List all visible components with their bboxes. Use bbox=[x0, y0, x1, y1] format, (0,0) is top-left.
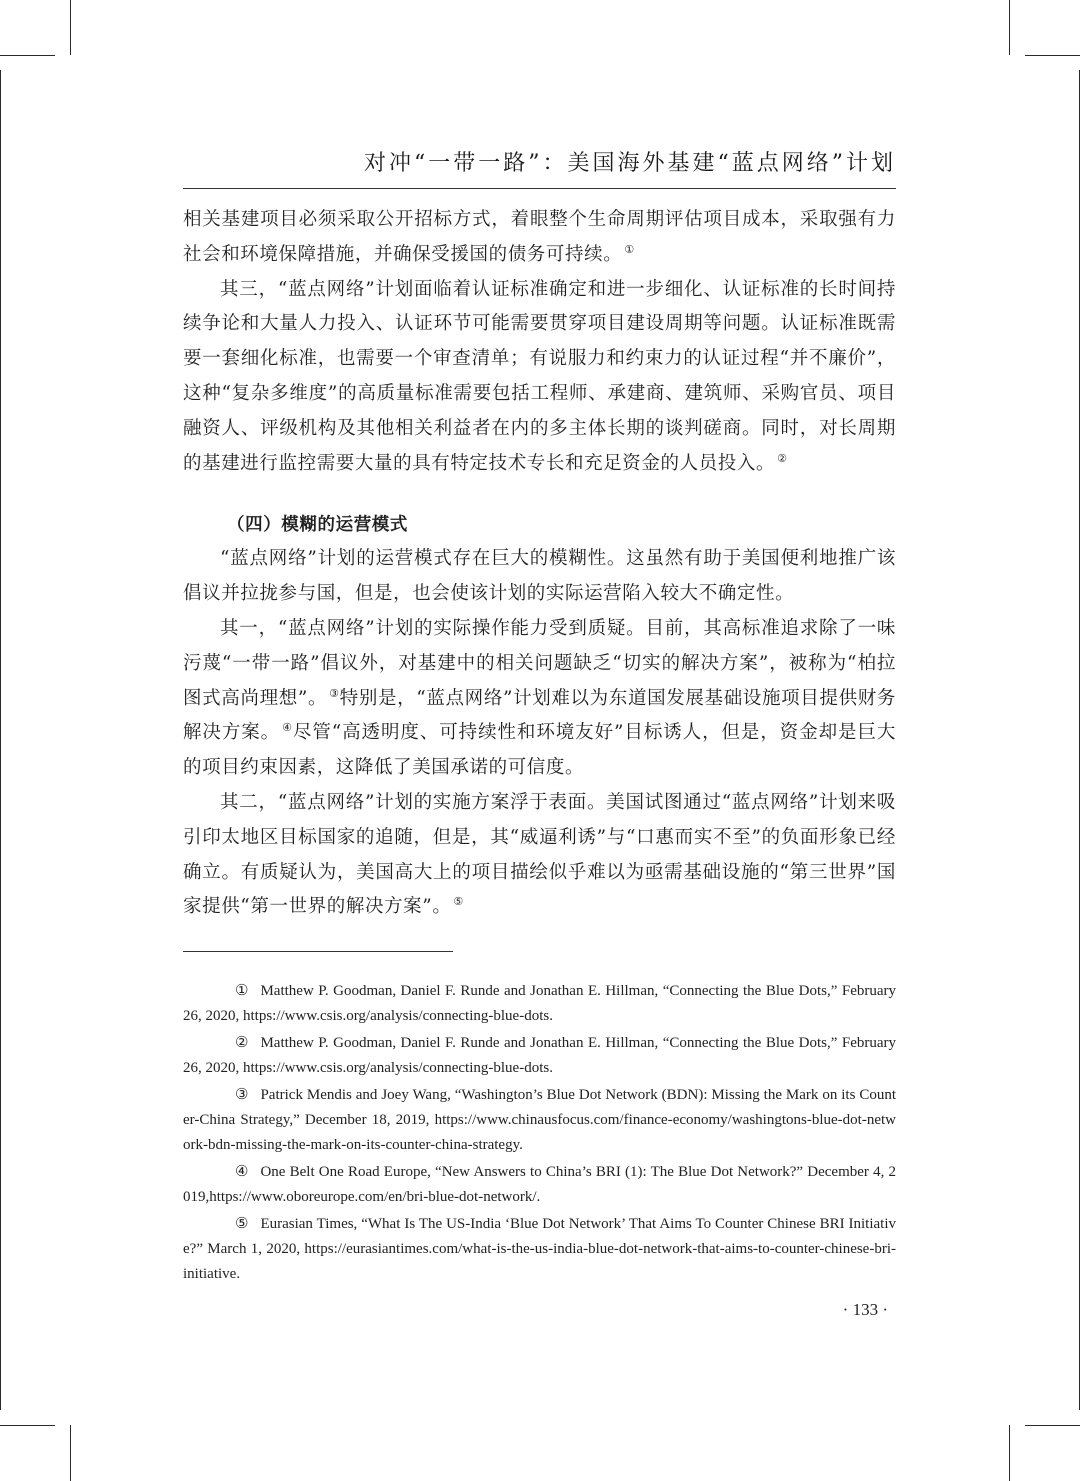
section-heading: （四）模糊的运营模式 bbox=[227, 515, 408, 536]
footnote-ref: ① bbox=[624, 242, 635, 256]
footnote-mark: ① bbox=[235, 983, 249, 999]
paragraph-text: 相关基建项目必须采取公开招标方式，着眼整个生命周期评估项目成本，采取强有力社会和环境保障措施，并确保受援国的债务可持续。 bbox=[183, 209, 896, 265]
crop-mark bbox=[1025, 55, 1080, 56]
paragraph-text: 其二，“蓝点网络”计划的实施方案浮于表面。美国试图通过“蓝点网络”计划来吸引印太地区目标国家的追随，但是，其“威逼利诱”与“口惠而实不至”的负面形象已经确立。有质疑认为，美国高大上的项目描绘似乎难以为亟需基础设施的“第三世界”国家提供“第一世界的解决方案”。 bbox=[183, 791, 896, 918]
footnote-mark: ③ bbox=[235, 1087, 249, 1103]
footnote bbox=[183, 1212, 896, 1287]
footnote-ref: ③ bbox=[329, 686, 340, 700]
paragraph bbox=[183, 203, 896, 273]
footnote-mark: ④ bbox=[235, 1164, 249, 1180]
paragraph-text: “蓝点网络”计划的运营模式存在巨大的模糊性。这虽然有助于美国便利地推广该倡议并拉拢参与国，但是，也会使该计划的实际运营陷入较大不确定性。 bbox=[183, 548, 896, 605]
crop-mark bbox=[0, 55, 55, 56]
footnote-text: Matthew P. Goodman, Daniel F. Runde and Jonathan E. Hillman, “Connecting the Blue Dots,” February 26, 2020, https://www.csis.org/analysis/connecting-blue-dots. bbox=[183, 1035, 896, 1076]
paragraph-text: 其一，“蓝点网络”计划的实际操作能力受到质疑。目前，其高标准追求除了一味污蔑“一带一路”倡议外，对基建中的相关问题缺乏“切实的解决方案”，被称为“柏拉图式高尚理想”。 bbox=[183, 617, 896, 709]
footnote-ref: ⑤ bbox=[453, 895, 464, 909]
page-number: · 133 · bbox=[842, 1300, 888, 1319]
footnote-ref: ② bbox=[777, 451, 788, 465]
footnote-mark: ② bbox=[235, 1035, 249, 1051]
crop-mark bbox=[70, 1425, 71, 1481]
footnote-text: One Belt One Road Europe, “New Answers to China’s BRI (1): The Blue Dot Network?” December 4, 2019,https://www.oboreurope.com/en/bri-blue-dot-network/. bbox=[183, 1164, 896, 1205]
footnote-ref: ④ bbox=[282, 721, 293, 735]
header-rule bbox=[183, 188, 896, 189]
paragraph-text: 其三，“蓝点网络”计划面临着认证标准确定和进一步细化、认证标准的长时间持续争论和大量人力投入、认证环节可能需要贯穿项目建设周期等问题。认证标准既需要一套细化标准，也需要一个审查清单；有说服力和约束力的认证过程“并不廉价”，这种“复杂多维度”的高质量标准需要包括工程师、承建商、建筑师、采购官员、项目融资人、评级机构及其他相关利益者在内的多主体长期的谈判磋商。同时，对长周期的基建进行监控需要大量的具有特定技术专长和充足资金的人员投入。 bbox=[183, 278, 896, 474]
footnote-text: Eurasian Times, “What Is The US-India ‘Blue Dot Network’ That Aims To Counter Chinese BRI Initiative?” March 1, 2020, https://eurasiantimes.com/what-is-the-us-india-blue-dot-network-that-aims-to-counter-chinese-bri-initiative. bbox=[183, 1216, 896, 1282]
footnote bbox=[183, 1083, 896, 1158]
footnote-mark: ⑤ bbox=[235, 1216, 249, 1232]
footnote bbox=[183, 1031, 896, 1081]
paragraph bbox=[183, 786, 896, 925]
footnote bbox=[183, 979, 896, 1029]
footnote-text: Patrick Mendis and Joey Wang, “Washington’s Blue Dot Network (BDN): Missing the Mark on its Counter-China Strategy,” December 18, 2019, https://www.chinausfocus.com/finance-economy/washingtons-blue-dot-network-bdn-missing-the-mark-on-its-counter-china-strategy. bbox=[183, 1087, 896, 1153]
crop-mark bbox=[1009, 0, 1010, 55]
crop-mark bbox=[1025, 1425, 1080, 1426]
crop-mark bbox=[70, 0, 71, 55]
footnotes bbox=[183, 979, 896, 1289]
footnote-text: Matthew P. Goodman, Daniel F. Runde and Jonathan E. Hillman, “Connecting the Blue Dots,” February 26, 2020, https://www.csis.org/analysis/connecting-blue-dots. bbox=[183, 983, 896, 1024]
running-header: 对冲“一带一路”：美国海外基建“蓝点网络”计划 bbox=[364, 151, 896, 176]
paragraph-text: 特别是，“蓝点网络”计划难以为东道国发展基础设施项目提供财务解决方案。 bbox=[183, 687, 896, 744]
paragraph bbox=[183, 612, 896, 786]
paragraph bbox=[183, 542, 896, 612]
crop-mark bbox=[0, 1425, 55, 1426]
paragraph bbox=[183, 273, 896, 482]
footnote bbox=[183, 1160, 896, 1210]
crop-mark bbox=[0, 70, 1, 1410]
body-text bbox=[183, 203, 896, 925]
paragraph-text: 尽管“高透明度、可持续性和环境友好”目标诱人，但是，资金却是巨大的项目约束因素，这降低了美国承诺的可信度。 bbox=[183, 722, 896, 779]
footnote-rule bbox=[183, 951, 453, 952]
crop-mark bbox=[1009, 1425, 1010, 1481]
